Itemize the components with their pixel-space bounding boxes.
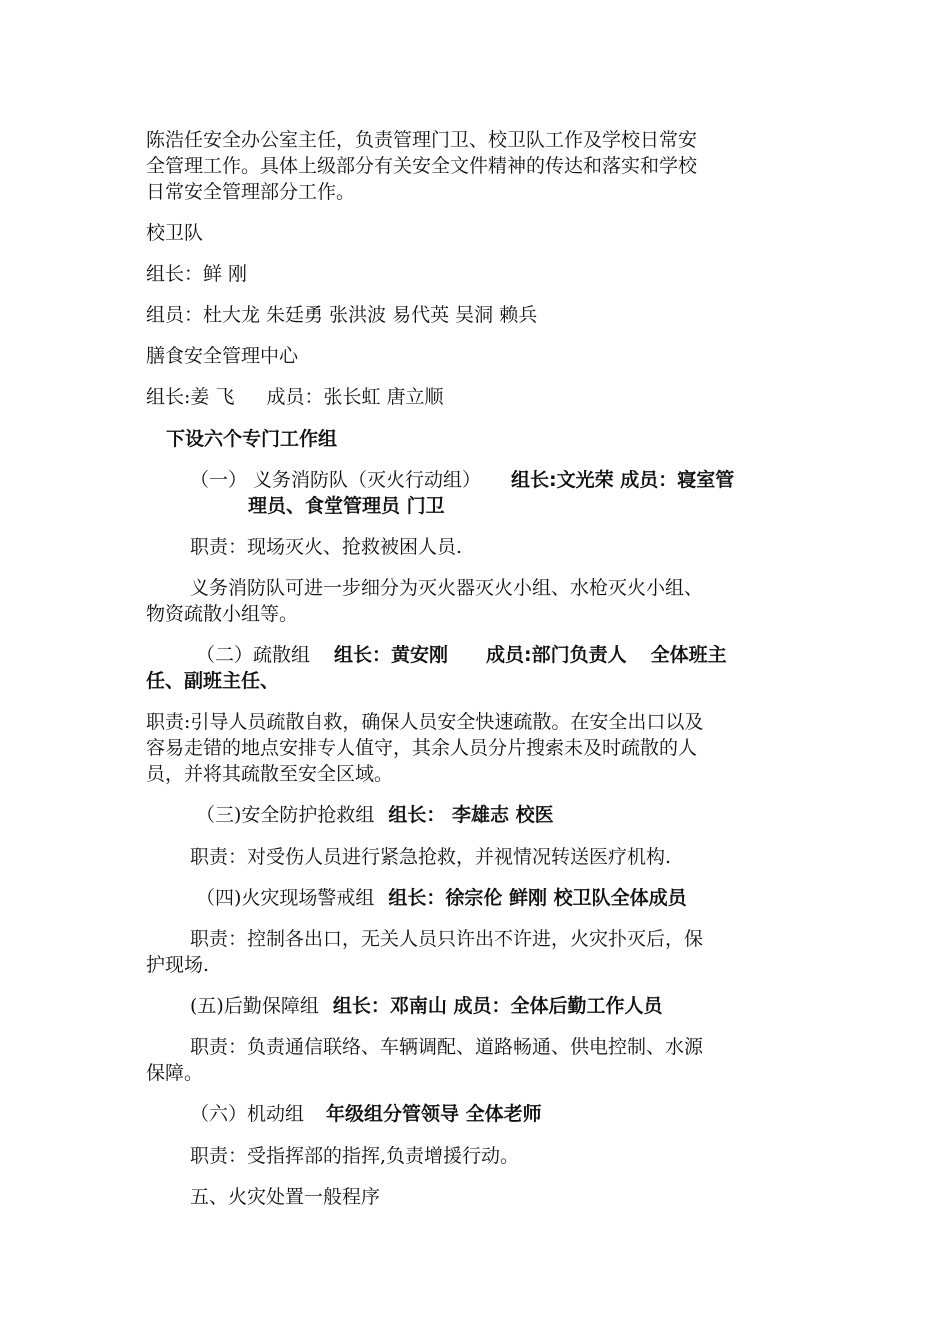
group2-leader: 组长：黄安刚 — [334, 644, 449, 666]
group1-line — [190, 468, 734, 492]
group4-duty-line-2: 护现场. — [146, 954, 210, 976]
group2-staff-cont: 任、副班主任、 — [146, 670, 280, 692]
group2-line — [196, 643, 727, 667]
group2-duty-line-2: 容易走错的地点安排专人值守，其余人员分片搜索未及时疏散的人 — [146, 737, 698, 759]
group4-duty-line-1: 职责：控制各出口，无关人员只许出不许进，火灾扑灭后，保 — [190, 928, 704, 950]
food-title: 膳食安全管理中心 — [146, 345, 299, 367]
intro-line-2: 全管理工作。具体上级部分有关安全文件精神的传达和落实和学校 — [146, 155, 698, 177]
group5-name: (五)后勤保障组 — [190, 995, 319, 1017]
group2-members-cont: 全体班主 — [650, 644, 727, 666]
group6-name: （六）机动组 — [190, 1103, 305, 1125]
group1-staff: 组长:文光荣 成员：寝室管 — [511, 469, 735, 491]
group1-name: （一） 义务消防队（灭火行动组） — [190, 469, 482, 491]
section-5-heading: 五、火灾处置一般程序 — [190, 1186, 381, 1208]
guard-leader: 组长：鲜 刚 — [146, 263, 248, 285]
group2-name: （二）疏散组 — [196, 644, 311, 666]
group2-members: 成员:部门负责人 — [486, 644, 627, 666]
food-staff-line — [146, 385, 444, 409]
group3-line — [196, 803, 554, 827]
food-leader: 组长:姜 飞 — [146, 386, 235, 408]
intro-line-3: 日常安全管理部分工作。 — [146, 181, 356, 203]
guard-title: 校卫队 — [146, 222, 204, 244]
group3-name: （三)安全防护抢救组 — [196, 804, 375, 826]
group6-line — [190, 1102, 542, 1126]
group4-staff: 组长：徐宗伦 鲜刚 校卫队全体成员 — [388, 887, 687, 909]
groups-heading: 下设六个专门工作组 — [166, 428, 338, 450]
group1-note-line-2: 物资疏散小组等。 — [146, 603, 299, 625]
group6-staff: 年级组分管领导 全体老师 — [326, 1103, 542, 1125]
group5-line — [190, 994, 662, 1018]
group4-line — [196, 886, 687, 910]
group2-duty-line-3: 员，并将其疏散至安全区域。 — [146, 763, 394, 785]
group1-duty: 职责：现场灭火、抢救被困人员. — [190, 536, 463, 558]
group3-duty: 职责：对受伤人员进行紧急抢救，并视情况转送医疗机构. — [190, 846, 672, 868]
group5-duty-line-2: 保障。 — [146, 1062, 204, 1084]
group1-staff-cont: 理员、食堂管理员 门卫 — [248, 495, 445, 517]
group5-staff: 组长：邓南山 成员：全体后勤工作人员 — [332, 995, 663, 1017]
group5-duty-line-1: 职责：负责通信联络、车辆调配、道路畅通、供电控制、水源 — [190, 1036, 704, 1058]
group1-note-line-1: 义务消防队可进一步细分为灭火器灭火小组、水枪灭火小组、 — [190, 577, 704, 599]
food-members: 成员：张长虹 唐立顺 — [266, 386, 444, 408]
guard-members: 组员：杜大龙 朱廷勇 张洪波 易代英 吴洞 赖兵 — [146, 304, 538, 326]
group4-name: （四)火灾现场警戒组 — [196, 887, 375, 909]
group3-staff: 组长： 李雄志 校医 — [388, 804, 554, 826]
group6-duty: 职责：受指挥部的指挥,负责增援行动。 — [190, 1145, 520, 1167]
intro-line-1: 陈浩任安全办公室主任，负责管理门卫、校卫队工作及学校日常安 — [146, 129, 698, 151]
group2-duty-line-1: 职责:引导人员疏散自救，确保人员安全快速疏散。在安全出口以及 — [146, 711, 704, 733]
